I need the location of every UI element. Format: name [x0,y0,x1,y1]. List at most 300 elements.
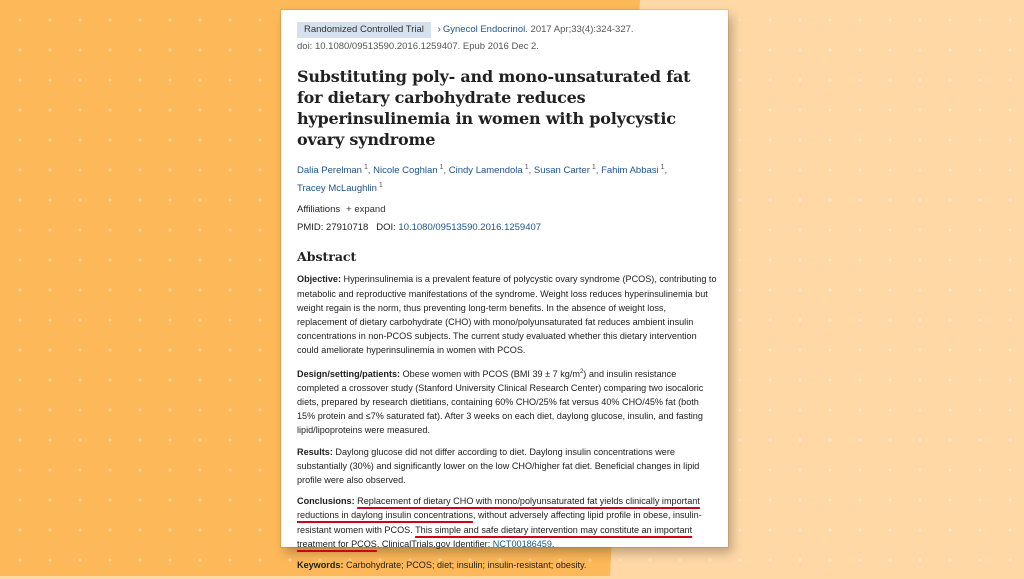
background-dot [858,18,861,21]
background-dot [738,18,741,21]
background-dot [948,558,951,561]
background-dot [828,348,831,351]
background-dot [798,408,801,411]
background-dot [48,318,51,321]
background-dot [948,78,951,81]
background-dot [918,558,921,561]
background-dot [258,378,261,381]
background-dot [798,498,801,501]
background-dot [918,528,921,531]
background-dot [888,528,891,531]
background-dot [18,468,21,471]
abstract-conclusions: Conclusions: Replacement of dietary CHO with mono/polyunsaturated fat yields clinically important reductions in daylong insulin concentrations, without adversely affecting lipid profile in obese, insulin-resistant women with PCOS. This simple and safe dietary intervention may constitute an important treatment for PCOS. ClinicalTrials.gov Identifier: NCT00186459. [297,496,702,549]
background-dot [978,168,981,171]
background-dot [888,318,891,321]
background-dot [828,108,831,111]
background-dot [78,558,81,561]
background-dot [768,78,771,81]
background-dot [198,468,201,471]
background-dot [108,288,111,291]
background-dot [48,78,51,81]
background-dot [918,498,921,501]
background-dot [1008,348,1011,351]
background-dot [138,468,141,471]
background-dot [768,198,771,201]
background-dot [738,438,741,441]
background-dot [918,438,921,441]
background-dot [858,348,861,351]
background-dot [1008,108,1011,111]
background-dot [18,48,21,51]
background-dot [78,408,81,411]
background-dot [798,48,801,51]
background-dot [258,168,261,171]
affiliations-row [297,202,717,217]
citation-text: 2017 Apr;33(4):324-327. [527,24,634,35]
background-dot [888,468,891,471]
background-dot [828,198,831,201]
background-dot [918,258,921,261]
background-dot [978,468,981,471]
background-dot [258,138,261,141]
background-dot [78,48,81,51]
background-dot [948,288,951,291]
background-dot [78,468,81,471]
background-dot [798,318,801,321]
background-dot [738,288,741,291]
background-dot [768,438,771,441]
article-type-badge: Randomized Controlled Trial [297,22,431,38]
background-dot [258,468,261,471]
background-dot [978,498,981,501]
background-dot [138,48,141,51]
background-dot [228,108,231,111]
background-dot [18,498,21,501]
background-dot [258,228,261,231]
background-dot [18,18,21,21]
background-dot [798,438,801,441]
background-dot [738,468,741,471]
background-dot [798,558,801,561]
background-dot [168,48,171,51]
background-dot [948,258,951,261]
background-dot [948,378,951,381]
background-dot [78,528,81,531]
abstract-results: Results: Daylong glucose did not differ according to diet. Daylong insulin concentrations were substantially (30%) and significantly lower on the low CHO/higher fat diet. Beneficial changes in lipid profile were also observed. [297,446,700,485]
background-dot [798,18,801,21]
background-dot [108,108,111,111]
background-dot [138,558,141,561]
citation-line [297,22,717,38]
background-dot [1008,168,1011,171]
background-dot [858,168,861,171]
background-dot [768,228,771,231]
background-dot [138,18,141,21]
background-dot [138,258,141,261]
author-link[interactable]: Susan Carter $^1$ [533,164,596,177]
background-dot [138,138,141,141]
background-dot [828,288,831,291]
background-dot [798,138,801,141]
background-dot [168,18,171,21]
background-dot [738,48,741,51]
background-dot [78,498,81,501]
author-link[interactable]: Nicole Coghlan $^1$ [373,164,444,177]
background-dot [888,138,891,141]
background-dot [978,198,981,201]
background-dot [1008,558,1011,561]
background-dot [948,318,951,321]
background-dot [78,378,81,381]
background-dot [18,108,21,111]
background-dot [798,288,801,291]
background-dot [78,228,81,231]
background-dot [858,528,861,531]
background-dot [888,438,891,441]
background-dot [918,408,921,411]
background-dot [978,228,981,231]
background-dot [78,258,81,261]
background-dot [858,48,861,51]
background-dot [228,438,231,441]
background-dot [228,498,231,501]
background-dot [798,228,801,231]
background-dot [738,168,741,171]
background-dot [768,408,771,411]
background-dot [228,378,231,381]
background-dot [138,78,141,81]
background-dot [108,348,111,351]
background-dot [138,348,141,351]
trial-identifier-link[interactable]: NCT00186459 [492,538,552,549]
background-dot [198,78,201,81]
background-dot [108,498,111,501]
background-dot [798,378,801,381]
background-dot [108,468,111,471]
background-dot [48,138,51,141]
background-dot [828,138,831,141]
background-dot [918,378,921,381]
doi-line: doi: 10.1080/09513590.2016.1259407. Epub 2016 Dec 2. [297,41,539,52]
background-dot [918,198,921,201]
background-dot [858,108,861,111]
background-dot [198,378,201,381]
background-dot [138,108,141,111]
abstract-heading: Abstract [297,249,357,265]
background-dot [18,378,21,381]
background-dot [948,498,951,501]
author-link[interactable]: Cindy Lamendola $^1$ [448,164,529,177]
background-dot [138,198,141,201]
background-dot [1008,318,1011,321]
keywords: Keywords: Carbohydrate; PCOS; diet; insulin; insulin-resistant; obesity. [297,560,587,570]
background-dot [888,228,891,231]
background-dot [48,258,51,261]
background-dot [168,228,171,231]
background-dot [228,348,231,351]
background-dot [18,348,21,351]
background-dot [948,408,951,411]
background-dot [168,288,171,291]
background-dot [138,168,141,171]
author-link[interactable]: Tracey McLaughlin $^1$ [297,182,383,195]
background-dot [888,78,891,81]
background-dot [888,258,891,261]
background-dot [78,18,81,21]
background-dot [108,438,111,441]
background-dot [168,138,171,141]
highlighted-conclusion: This simple and safe dietary intervention may constitute an important treatment for PCOS [297,524,693,549]
background-dot [858,468,861,471]
background-dot [1008,468,1011,471]
background-dot [1008,408,1011,411]
background-dot [798,468,801,471]
background-dot [78,138,81,141]
background-dot [798,258,801,261]
background-dot [18,558,21,561]
background-dot [108,318,111,321]
background-dot [108,78,111,81]
background-dot [858,288,861,291]
background-dot [78,348,81,351]
background-dot [138,318,141,321]
background-dot [258,438,261,441]
background-dot [858,378,861,381]
background-dot [258,18,261,21]
background-dot [798,198,801,201]
background-dot [918,348,921,351]
background-dot [228,198,231,201]
background-dot [258,48,261,51]
background-dot [198,48,201,51]
background-dot [768,378,771,381]
background-dot [108,138,111,141]
background-dot [78,168,81,171]
background-dot [738,498,741,501]
background-dot [828,168,831,171]
background-dot [168,558,171,561]
background-dot [258,108,261,111]
background-dot [258,528,261,531]
background-dot [1008,18,1011,21]
background-dot [258,348,261,351]
background-dot [978,18,981,21]
background-dot [168,348,171,351]
background-dot [978,108,981,111]
background-dot [918,288,921,291]
background-dot [48,438,51,441]
background-dot [198,318,201,321]
chevron-right-icon: › [437,24,441,35]
background-dot [198,258,201,261]
background-dot [948,228,951,231]
author-link[interactable]: Fahim Abbasi $^1$ [601,164,665,177]
background-dot [228,78,231,81]
background-dot [768,468,771,471]
background-dot [918,78,921,81]
background-dot [198,528,201,531]
background-dot [888,198,891,201]
background-dot [78,108,81,111]
background-dot [228,138,231,141]
background-dot [828,318,831,321]
background-dot [168,108,171,111]
background-dot [18,258,21,261]
background-dot [198,138,201,141]
background-dot [798,78,801,81]
background-dot [108,378,111,381]
background-dot [108,408,111,411]
background-dot [228,408,231,411]
background-dot [108,198,111,201]
background-dot [888,348,891,351]
background-dot [888,378,891,381]
background-dot [48,558,51,561]
background-dot [828,18,831,21]
background-dot [78,318,81,321]
background-dot [828,558,831,561]
background-dot [888,498,891,501]
author-link[interactable]: Dalia Perelman $^1$ [297,164,368,177]
background-dot [738,558,741,561]
background-dot [18,78,21,81]
background-dot [1008,528,1011,531]
background-dot [48,288,51,291]
article-title: Substituting poly- and mono-unsaturated fat for dietary carbohydrate reduces hyperinsulinemia in women with polycystic ovary syndrome [297,67,691,149]
background-dot [138,288,141,291]
background-dot [48,378,51,381]
background-dot [198,438,201,441]
expand-button[interactable]: + expand [346,204,386,216]
background-dot [198,228,201,231]
background-dot [768,348,771,351]
background-dot [738,198,741,201]
abstract-design: Design/setting/patients: Obese women with PCOS (BMI 39 ± 7 $kg/m^2$) and insulin resistance completed a crossover study (Stanford University Clinical Research Center) comparing two isocaloric diets, prepared by research dietitians, containing 60% CHO/25% fat versus 40% CHO/45% fat (both 15% protein and ≤7% saturated fat). After 3 weeks on each diet, daylong glucose, insulin, and fasting lipid/lipoproteins were measured. [297,368,704,436]
background-dot [18,438,21,441]
background-dot [918,48,921,51]
background-dot [948,18,951,21]
background-dot [948,198,951,201]
background-dot [1008,228,1011,231]
background-dot [918,318,921,321]
background-dot [168,528,171,531]
background-dot [738,258,741,261]
background-dot [858,558,861,561]
background-dot [228,258,231,261]
background-dot [228,228,231,231]
background-dot [258,198,261,201]
background-dot [768,108,771,111]
background-dot [918,228,921,231]
background-dot [768,498,771,501]
background-dot [48,228,51,231]
background-dot [1008,138,1011,141]
background-dot [978,438,981,441]
background-dot [18,138,21,141]
background-dot [978,558,981,561]
background-dot [738,378,741,381]
background-dot [1008,438,1011,441]
background-dot [768,48,771,51]
background-dot [18,168,21,171]
background-dot [198,108,201,111]
background-dot [828,48,831,51]
background-dot [798,168,801,171]
abstract-objective: Objective: Hyperinsulinemia is a prevalent feature of polycystic ovary syndrome (PCOS), contributing to metabolic and reproductive manifestations of the syndrome. Weight loss reduces hyperinsulinemia but weight regain is the norm, thus preventing long-term benefits. In the absence of weight loss, replacement of dietary carbohydrate (CHO) with mono/polyunsaturated fat reduces ambient insulin concentrations in non-PCOS subjects. The current study evaluated whether this dietary intervention could ameliorate hyperinsulinemia in women with PCOS. [297,274,717,356]
background-dot [978,288,981,291]
background-dot [858,228,861,231]
background-dot [948,168,951,171]
background-dot [978,318,981,321]
background-dot [108,168,111,171]
background-dot [138,378,141,381]
affiliations-label: Affiliations [297,204,341,216]
background-dot [888,18,891,21]
background-dot [858,498,861,501]
background-dot [168,168,171,171]
author-list: Dalia Perelman $^1$, Nicole Coghlan $^1$, Cindy Lamendola $^1$, Susan Carter $^1$, Fahim Abbasi $^1$, Tracey McLaughlin $^1$ [297,164,668,195]
background-dot [858,258,861,261]
background-dot [1008,498,1011,501]
background-dot [828,228,831,231]
background-dot [1008,258,1011,261]
background-dot [18,408,21,411]
background-dot [948,528,951,531]
background-dot [978,258,981,261]
journal-link[interactable]: Gynecol Endocrinol. [442,24,528,35]
background-dot [198,288,201,291]
background-dot [48,48,51,51]
background-dot [168,408,171,411]
background-dot [48,168,51,171]
background-dot [48,18,51,21]
background-dot [858,438,861,441]
doi-link[interactable]: 10.1080/09513590.2016.1259407 [398,222,542,234]
background-dot [978,528,981,531]
background-dot [918,468,921,471]
background-dot [168,318,171,321]
background-dot [858,78,861,81]
background-dot [948,348,951,351]
background-dot [48,198,51,201]
background-dot [228,468,231,471]
background-dot [168,438,171,441]
background-dot [198,558,201,561]
background-dot [78,78,81,81]
background-dot [18,228,21,231]
background-dot [198,348,201,351]
background-dot [228,318,231,321]
background-dot [948,438,951,441]
background-dot [768,528,771,531]
background-dot [738,348,741,351]
background-dot [948,48,951,51]
background-dot [828,528,831,531]
background-dot [768,558,771,561]
background-dot [978,138,981,141]
background-dot [48,408,51,411]
background-dot [768,258,771,261]
background-dot [258,498,261,501]
background-dot [978,408,981,411]
background-dot [828,378,831,381]
background-dot [48,108,51,111]
background-dot [78,438,81,441]
background-dot [738,408,741,411]
background-dot [48,498,51,501]
background-dot [918,108,921,111]
background-dot [948,108,951,111]
